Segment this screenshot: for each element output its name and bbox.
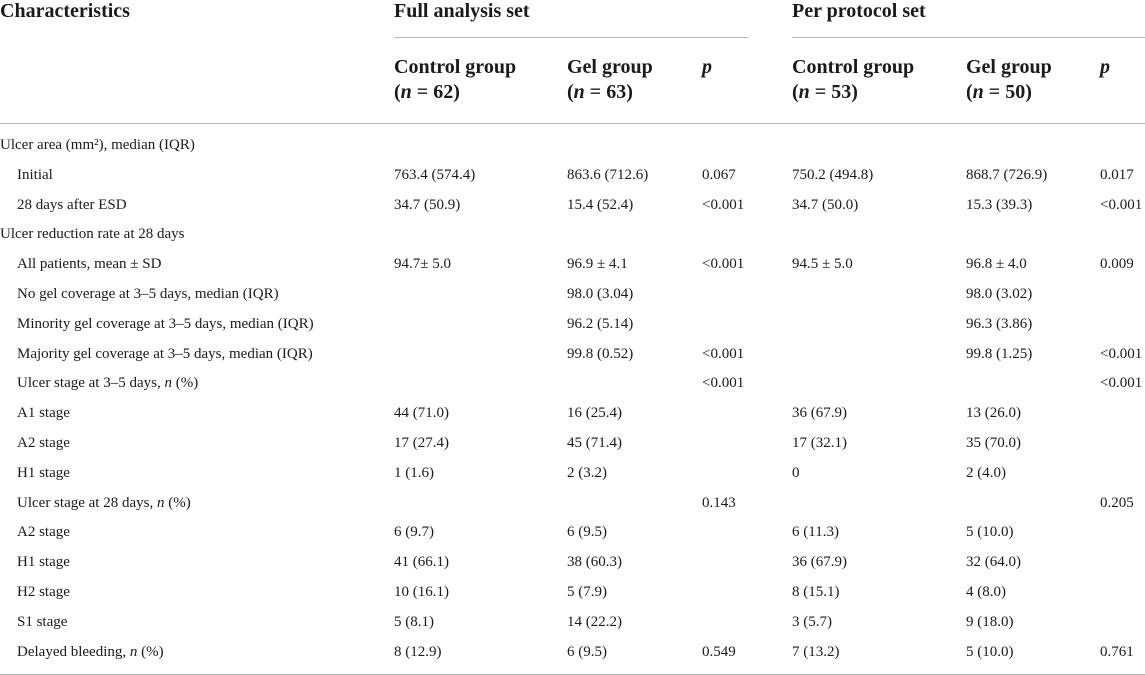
header-fas-control (394, 55, 516, 105)
cell-fas-gel: 99.8 (0.52) (567, 346, 634, 362)
header-fas-control-label: Control group (394, 56, 517, 78)
cell-fas-gel: 96.9 ± 4.1 (567, 256, 628, 272)
row-label: 28 days after ESD (17, 197, 127, 213)
cell-fas-gel: 14 (22.2) (567, 614, 622, 630)
cell-fas-p: 0.143 (702, 495, 736, 511)
cell-fas-control: 44 (71.0) (394, 405, 449, 421)
cell-fas-control: 10 (16.1) (394, 584, 449, 600)
cell-fas-control: 8 (12.9) (394, 644, 442, 660)
cell-fas-gel: 5 (7.9) (567, 584, 607, 600)
header-pps-control (792, 55, 914, 105)
cell-fas-gel: 863.6 (712.6) (567, 167, 649, 183)
pps-group-rule (792, 37, 1145, 38)
header-bottom-rule (0, 123, 1145, 124)
cell-pps-p: 0.017 (1100, 167, 1134, 183)
cell-pps-gel: 99.8 (1.25) (966, 346, 1033, 362)
cell-fas-control: 5 (8.1) (394, 614, 434, 630)
row-label: Initial (17, 167, 53, 183)
cell-pps-control: 750.2 (494.8) (792, 167, 874, 183)
cell-pps-control: 0 (792, 465, 800, 481)
cell-pps-p: <0.001 (1100, 375, 1143, 391)
cell-pps-gel: 5 (10.0) (966, 644, 1014, 660)
cell-fas-control: 34.7 (50.9) (394, 197, 461, 213)
cell-pps-gel: 13 (26.0) (966, 405, 1021, 421)
header-fas-gel-label: Gel group (567, 56, 653, 78)
cell-pps-gel: 4 (8.0) (966, 584, 1006, 600)
cell-pps-control: 36 (67.9) (792, 554, 847, 570)
header-pps-gel-n: (n = 50) (966, 81, 1032, 103)
row-label: H2 stage (17, 584, 70, 600)
row-label: Minority gel coverage at 3–5 days, median (IQR) (17, 316, 314, 332)
cell-pps-p: 0.761 (1100, 644, 1134, 660)
header-full-analysis-set: Full analysis set (394, 0, 530, 22)
header-fas-gel-n: (n = 63) (567, 81, 633, 103)
cell-fas-gel: 38 (60.3) (567, 554, 622, 570)
row-label: H1 stage (17, 465, 70, 481)
cell-pps-control: 7 (13.2) (792, 644, 840, 660)
cell-fas-gel: 2 (3.2) (567, 465, 607, 481)
cell-pps-control: 8 (15.1) (792, 584, 840, 600)
cell-pps-p: <0.001 (1100, 197, 1143, 213)
row-label: Ulcer stage at 3–5 days, n (%) (17, 375, 199, 391)
cell-pps-p: <0.001 (1100, 346, 1143, 362)
cell-pps-control: 3 (5.7) (792, 614, 832, 630)
header-pps-gel-label: Gel group (966, 56, 1052, 78)
cell-fas-gel: 15.4 (52.4) (567, 197, 634, 213)
cell-pps-gel: 5 (10.0) (966, 524, 1014, 540)
header-pps-p: p (1100, 56, 1110, 78)
cell-pps-control: 6 (11.3) (792, 524, 839, 540)
row-label: Ulcer stage at 28 days, n (%) (17, 495, 191, 511)
row-label: No gel coverage at 3–5 days, median (IQR) (17, 286, 279, 302)
header-characteristics: Characteristics (0, 0, 130, 22)
cell-pps-gel: 96.3 (3.86) (966, 316, 1033, 332)
cell-fas-control: 1 (1.6) (394, 465, 434, 481)
cell-fas-control: 6 (9.7) (394, 524, 434, 540)
header-pps-control-n: (n = 53) (792, 81, 858, 103)
cell-pps-control: 94.5 ± 5.0 (792, 256, 853, 272)
row-label: H1 stage (17, 554, 70, 570)
cell-fas-p: <0.001 (702, 256, 745, 272)
cell-pps-control: 17 (32.1) (792, 435, 847, 451)
row-label: All patients, mean ± SD (17, 256, 162, 272)
cell-fas-control: 94.7± 5.0 (394, 256, 451, 272)
cell-fas-control: 41 (66.1) (394, 554, 449, 570)
cell-fas-p: <0.001 (702, 346, 745, 362)
row-label: S1 stage (17, 614, 68, 630)
row-label: Delayed bleeding, n (%) (17, 644, 164, 660)
row-label: A2 stage (17, 435, 70, 451)
cell-fas-gel: 45 (71.4) (567, 435, 622, 451)
cell-pps-control: 36 (67.9) (792, 405, 847, 421)
cell-pps-gel: 15.3 (39.3) (966, 197, 1033, 213)
cell-pps-gel: 96.8 ± 4.0 (966, 256, 1027, 272)
cell-fas-gel: 96.2 (5.14) (567, 316, 634, 332)
cell-pps-p: 0.205 (1100, 495, 1134, 511)
cell-pps-gel: 32 (64.0) (966, 554, 1021, 570)
header-pps-control-label: Control group (792, 56, 915, 78)
cell-pps-control: 34.7 (50.0) (792, 197, 859, 213)
header-pps-gel (966, 55, 1052, 105)
row-label: Ulcer reduction rate at 28 days (0, 226, 185, 242)
header-fas-gel (567, 55, 653, 105)
cell-pps-gel: 98.0 (3.02) (966, 286, 1033, 302)
cell-pps-gel: 9 (18.0) (966, 614, 1014, 630)
cell-fas-gel: 98.0 (3.04) (567, 286, 634, 302)
row-label: Ulcer area (mm²), median (IQR) (0, 137, 195, 153)
cell-fas-gel: 6 (9.5) (567, 524, 607, 540)
cell-fas-p: 0.067 (702, 167, 736, 183)
cell-fas-control: 763.4 (574.4) (394, 167, 476, 183)
header-per-protocol-set: Per protocol set (792, 0, 926, 22)
row-label: Majority gel coverage at 3–5 days, median (IQR) (17, 346, 313, 362)
header-fas-p: p (702, 56, 712, 78)
fas-group-rule (394, 37, 748, 38)
cell-fas-p: <0.001 (702, 197, 745, 213)
cell-fas-gel: 16 (25.4) (567, 405, 622, 421)
cell-fas-gel: 6 (9.5) (567, 644, 607, 660)
cell-pps-p: 0.009 (1100, 256, 1134, 272)
cell-fas-p: <0.001 (702, 375, 745, 391)
row-label: A1 stage (17, 405, 70, 421)
cell-pps-gel: 35 (70.0) (966, 435, 1021, 451)
cell-pps-gel: 2 (4.0) (966, 465, 1006, 481)
row-label: A2 stage (17, 524, 70, 540)
cell-fas-control: 17 (27.4) (394, 435, 449, 451)
header-fas-control-n: (n = 62) (394, 81, 460, 103)
cell-fas-p: 0.549 (702, 644, 736, 660)
cell-pps-gel: 868.7 (726.9) (966, 167, 1048, 183)
